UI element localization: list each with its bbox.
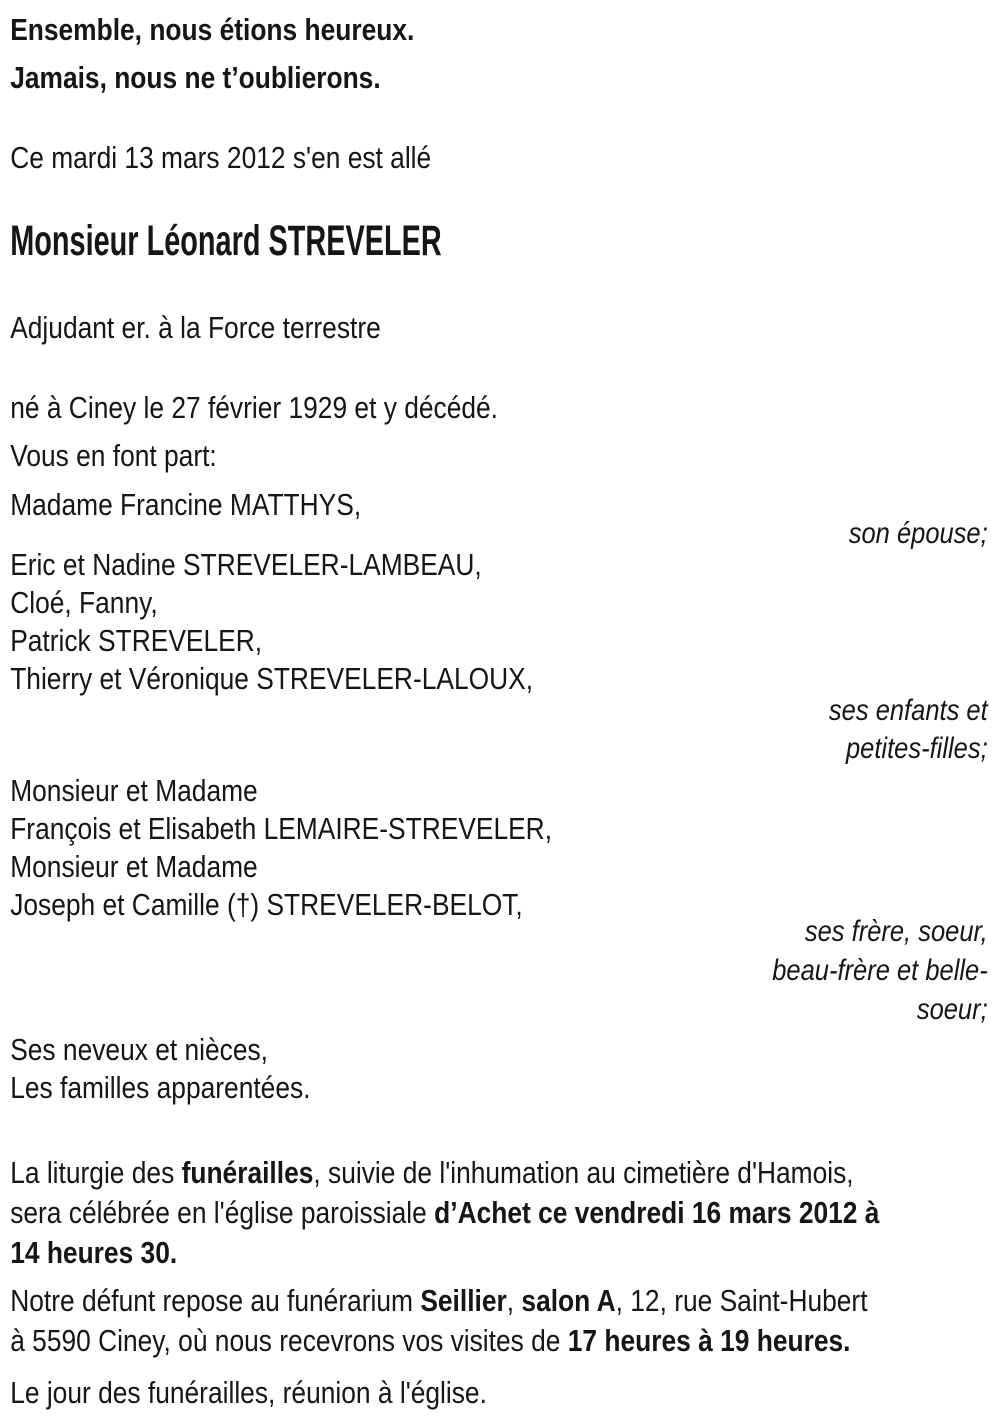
relation-label: ses enfants et [828,694,988,727]
mourner-name: François et Elisabeth LEMAIRE-STREVELER, [10,811,553,846]
deceased-name [10,216,988,266]
birth-death-line: né à Ciney le 27 février 1929 et y décédé. [10,390,498,425]
intro-line: Ce mardi 13 mars 2012 s'en est allé [10,140,432,175]
relation-label: son épouse; [848,517,988,550]
mourner-name: Patrick STREVELER, [10,623,263,658]
epigraph-line-1: Ensemble, nous étions heureux. [10,12,415,47]
relation-label: petites-filles; [845,732,988,765]
mourner-name: Madame Francine MATTHYS, [10,487,362,522]
paragraph-line: à 5590 Ciney, où nous recevrons vos visites de 17 heures à 19 heures. [10,1323,851,1358]
paragraph-line: Notre défunt repose au funérarium Seillier, salon A, 12, rue Saint-Hubert [10,1283,868,1318]
paragraph-line: La liturgie des funérailles, suivie de l'inhumation au cimetière d'Hamois, [10,1155,854,1190]
deceased-name-text: Monsieur Léonard STREVELER [10,217,442,265]
funerarium-visits-paragraph [10,1281,988,1361]
epigraph-line-2: Jamais, nous ne t’oublierons. [10,60,381,95]
meeting-paragraph [10,1373,988,1413]
mourner-group-children [10,546,988,768]
mourner-name: Monsieur et Madame [10,849,258,884]
mourner-name: Monsieur et Madame [10,773,258,808]
mourner-name: Thierry et Véronique STREVELER-LALOUX, [10,661,534,696]
mourner-name: Ses neveux et nièces, [10,1032,269,1067]
mourner-group-siblings [10,772,988,1029]
mourner-group-extended-family [10,1031,988,1107]
mourner-name: Les familles apparentées. [10,1070,311,1105]
rank-line: Adjudant er. à la Force terrestre [10,310,381,345]
funeral-ceremony-paragraph [10,1153,988,1273]
relation-label: ses frère, soeur, [804,915,988,948]
mourner-name: Cloé, Fanny, [10,585,158,620]
mourner-name: Joseph et Camille (†) STREVELER-BELOT, [10,887,523,922]
paragraph-line: Le jour des funérailles, réunion à l'église. [10,1375,487,1410]
relation-label: soeur; [916,993,988,1026]
relation-label: beau-frère et belle- [772,954,988,987]
paragraph-line: 14 heures 30. [10,1235,178,1270]
paragraph-line: sera célébrée en l'église paroissiale d’Achet ce vendredi 16 mars 2012 à [10,1195,880,1230]
mourner-group-spouse [10,486,988,552]
mourner-name: Eric et Nadine STREVELER-LAMBEAU, [10,547,482,582]
announcement-line: Vous en font part: [10,438,217,473]
